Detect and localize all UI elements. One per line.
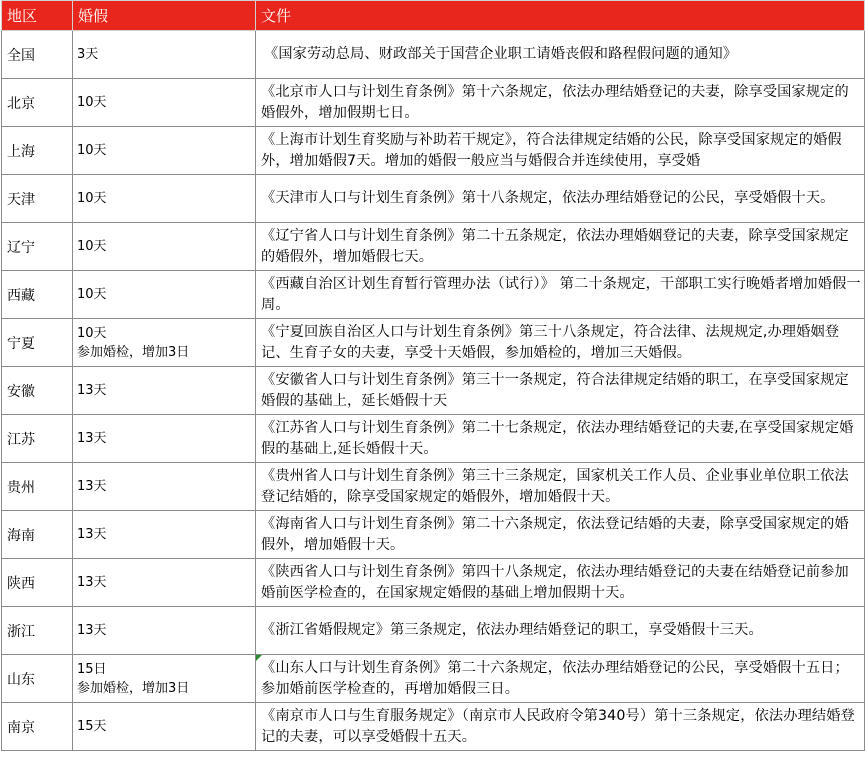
table-row bbox=[2, 415, 865, 463]
document-cell[interactable] bbox=[256, 511, 865, 559]
document-cell[interactable] bbox=[256, 415, 865, 463]
region-cell[interactable]: 山东 bbox=[2, 655, 73, 703]
table-row bbox=[2, 607, 865, 655]
document-cell[interactable] bbox=[256, 127, 865, 175]
region-cell[interactable]: 海南 bbox=[2, 511, 73, 559]
marriage-leave-table bbox=[1, 0, 865, 751]
region-cell[interactable]: 安徽 bbox=[2, 367, 73, 415]
document-cell[interactable] bbox=[256, 655, 865, 703]
document-text: 《南京市人口与生育服务规定》（南京市人民政府令第340号）第十三条规定，依法办理结婚登记的夫妻，可以享受婚假十五天。 bbox=[261, 707, 855, 745]
document-text: 《陕西省人口与计划生育条例》第四十八条规定，依法办理结婚登记的夫妻在结婚登记前参加婚前医学检查的，在国家规定婚假的基础上增加假期十天。 bbox=[261, 563, 849, 601]
region-cell[interactable]: 贵州 bbox=[2, 463, 73, 511]
region-cell[interactable]: 北京 bbox=[2, 79, 73, 127]
document-text: 《海南省人口与计划生育条例》第二十六条规定，依法登记结婚的夫妻，除享受国家规定的婚假外，增加婚假十天。 bbox=[261, 515, 849, 553]
days-cell[interactable]: 3天 bbox=[73, 31, 256, 79]
region-cell[interactable]: 江苏 bbox=[2, 415, 73, 463]
document-text: 《山东人口与计划生育条例》第二十六条规定，依法办理结婚登记的公民，享受婚假十五日；参加婚前医学检查的，再增加婚假三日。 bbox=[261, 659, 849, 697]
table-row bbox=[2, 271, 865, 319]
region-cell[interactable]: 陕西 bbox=[2, 559, 73, 607]
document-cell[interactable] bbox=[256, 463, 865, 511]
days-cell[interactable]: 13天 bbox=[73, 367, 256, 415]
days-cell[interactable]: 15天 bbox=[73, 703, 256, 751]
cell-comment-marker[interactable] bbox=[256, 655, 262, 661]
document-cell[interactable] bbox=[256, 319, 865, 367]
days-cell[interactable]: 10天 bbox=[73, 223, 256, 271]
table-body bbox=[2, 31, 865, 751]
document-text: 《天津市人口与计划生育条例》第十八条规定，依法办理结婚登记的公民，享受婚假十天。 bbox=[261, 190, 835, 206]
document-cell[interactable] bbox=[256, 607, 865, 655]
document-text: 《江苏省人口与计划生育条例》第二十七条规定，依法办理结婚登记的夫妻,在享受国家规定婚假的基础上,延长婚假十天。 bbox=[261, 419, 854, 457]
region-cell[interactable]: 天津 bbox=[2, 175, 73, 223]
table-row bbox=[2, 175, 865, 223]
region-cell[interactable]: 南京 bbox=[2, 703, 73, 751]
table-row bbox=[2, 31, 865, 79]
region-cell[interactable]: 全国 bbox=[2, 31, 73, 79]
days-cell[interactable]: 10天 参加婚检，增加3日 bbox=[73, 319, 256, 367]
header-row bbox=[2, 1, 865, 31]
document-cell[interactable] bbox=[256, 367, 865, 415]
document-text: 《贵州省人口与计划生育条例》第三十三条规定，国家机关工作人员、企业事业单位职工依法登记结婚的，除享受国家规定的婚假外，增加婚假十天。 bbox=[261, 467, 849, 505]
document-cell[interactable] bbox=[256, 223, 865, 271]
document-cell[interactable] bbox=[256, 703, 865, 751]
days-cell[interactable]: 10天 bbox=[73, 175, 256, 223]
table-row bbox=[2, 127, 865, 175]
region-cell[interactable]: 宁夏 bbox=[2, 319, 73, 367]
table-row bbox=[2, 319, 865, 367]
document-text: 《宁夏回族自治区人口与计划生育条例》第三十八条规定，符合法律、法规规定,办理婚姻登记、生育子女的夫妻，享受十天婚假，参加婚检的，增加三天婚假。 bbox=[261, 323, 840, 361]
days-cell[interactable]: 13天 bbox=[73, 511, 256, 559]
days-cell[interactable]: 13天 bbox=[73, 463, 256, 511]
header-region[interactable]: 地区 bbox=[2, 1, 73, 31]
document-text: 《安徽省人口与计划生育条例》第三十一条规定，符合法律规定结婚的职工，在享受国家规定婚假的基础上，延长婚假十天 bbox=[261, 371, 849, 409]
table-row bbox=[2, 655, 865, 703]
days-cell[interactable]: 10天 bbox=[73, 271, 256, 319]
region-cell[interactable]: 辽宁 bbox=[2, 223, 73, 271]
document-cell[interactable] bbox=[256, 31, 865, 79]
region-cell[interactable]: 西藏 bbox=[2, 271, 73, 319]
days-cell[interactable]: 13天 bbox=[73, 607, 256, 655]
document-text: 《西藏自治区计划生育暂行管理办法（试行）》 第二十条规定，干部职工实行晚婚者增加婚假一周。 bbox=[261, 275, 861, 313]
days-cell[interactable]: 10天 bbox=[73, 79, 256, 127]
region-cell[interactable]: 浙江 bbox=[2, 607, 73, 655]
table-row bbox=[2, 703, 865, 751]
document-cell[interactable] bbox=[256, 271, 865, 319]
document-cell[interactable] bbox=[256, 559, 865, 607]
document-text: 《上海市计划生育奖励与补助若干规定》，符合法律规定结婚的公民，除享受国家规定的婚假外，增加婚假7天。增加的婚假一般应当与婚假合并连续使用，享受婚 bbox=[261, 131, 842, 169]
days-cell[interactable]: 15日 参加婚检，增加3日 bbox=[73, 655, 256, 703]
table-row bbox=[2, 511, 865, 559]
document-cell[interactable] bbox=[256, 175, 865, 223]
table-row bbox=[2, 79, 865, 127]
days-cell[interactable]: 10天 bbox=[73, 127, 256, 175]
document-text: 《辽宁省人口与计划生育条例》第二十五条规定，依法办理婚姻登记的夫妻，除享受国家规定的婚假外，增加婚假七天。 bbox=[261, 227, 849, 265]
region-cell[interactable]: 上海 bbox=[2, 127, 73, 175]
header-days[interactable]: 婚假 bbox=[73, 1, 256, 31]
days-cell[interactable]: 13天 bbox=[73, 559, 256, 607]
document-text: 《国家劳动总局、财政部关于国营企业职工请婚丧假和路程假问题的通知》 bbox=[264, 46, 738, 62]
table-row bbox=[2, 223, 865, 271]
document-text: 《浙江省婚假规定》第三条规定，依法办理结婚登记的职工，享受婚假十三天。 bbox=[261, 622, 763, 638]
days-cell[interactable]: 13天 bbox=[73, 415, 256, 463]
header-doc[interactable]: 文件 bbox=[256, 1, 865, 31]
table-row bbox=[2, 463, 865, 511]
table-row bbox=[2, 367, 865, 415]
table-row bbox=[2, 559, 865, 607]
document-text: 《北京市人口与计划生育条例》第十六条规定，依法办理结婚登记的夫妻，除享受国家规定的婚假外，增加假期七日。 bbox=[261, 83, 849, 121]
document-cell[interactable] bbox=[256, 79, 865, 127]
